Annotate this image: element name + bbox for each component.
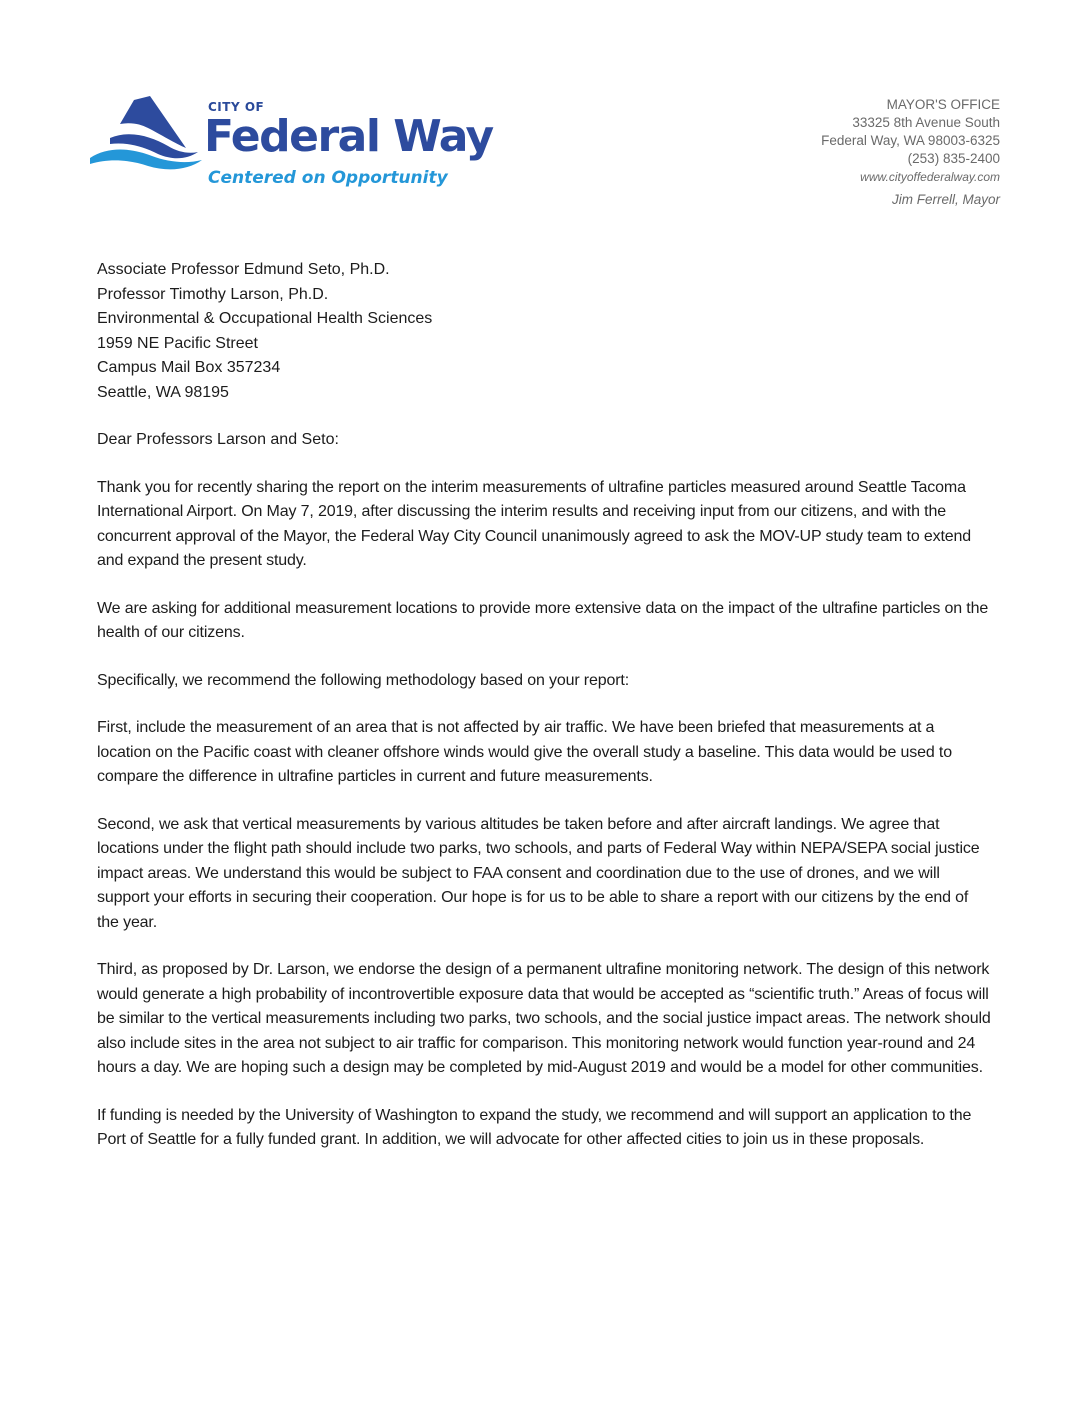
wave-mountain-logo-icon (90, 94, 210, 174)
recipient-address (97, 258, 992, 405)
paragraph-third: Third, as proposed by Dr. Larson, we endorse the design of a permanent ultrafine monitoring network. The design of this network would generate a high probability of incontrovertible exposure data that would be accepted as “scientific truth.” Areas of focus will be similar to the vertical measurements including two parks, two schools, and the social justice impact areas. The network should also include sites in the area not subject to air traffic for comparison. This monitoring network would function year-round and 24 hours a day. We are hoping such a design may be completed by mid-August 2019 and would be a model for other communities. (97, 961, 991, 1076)
paragraph-funding: If funding is needed by the University of Washington to expand the study, we recommend and will support an application to the Port of Seattle for a fully funded grant. In addition, we will advocate for other affected cities to join us in these proposals. (97, 1106, 972, 1148)
office-website: www.cityoffederalway.com (860, 170, 1000, 184)
letter-body (97, 258, 992, 1153)
recipient-line: Campus Mail Box 357234 (97, 359, 281, 376)
recipient-line: 1959 NE Pacific Street (97, 334, 258, 352)
paragraph-first: First, include the measurement of an area that is not affected by air traffic. We have been briefed that measurements at a location on the Pacific coast with cleaner offshore winds would give the overall study a baseline. This data would be used to compare the difference in ultrafine particles in current and future measurements. (97, 719, 952, 785)
city-logo (90, 92, 510, 202)
letterhead (0, 0, 1088, 230)
office-city-state-zip: Federal Way, WA 98003-6325 (821, 133, 1000, 148)
office-street: 33325 8th Avenue South (852, 115, 1000, 130)
office-phone: (253) 835-2400 (907, 151, 1000, 166)
paragraph-intro: Thank you for recently sharing the report on the interim measurements of ultrafine particles measured around Seattle Tacoma International Airport. On May 7, 2019, after discussing the interim results and receiving input from our citizens, and with the concurrent approval of the Mayor, the Federal Way City Council unanimously agreed to ask the MOV-UP study team to extend and expand the present study. (97, 478, 972, 569)
recipient-line: Seattle, WA 98195 (97, 383, 229, 401)
recipient-line: Environmental & Occupational Health Sciences (97, 310, 433, 327)
paragraph-request: We are asking for additional measurement locations to provide more extensive data on the impact of the ultrafine particles on the health of our citizens. (97, 599, 989, 641)
paragraph-second: Second, we ask that vertical measurements by various altitudes be taken before and after aircraft landings. We agree that locations under the flight path should include two parks, two schools, and parts of Federal Way within NEPA/SEPA social justice impact areas. We understand this would be subject to FAA consent and coordination due to the use of drones, and we will support your efforts in securing their cooperation. Our hope is for us to be able to share a report with our citizens by the end of the year. (97, 815, 980, 931)
mayors-office-address (821, 96, 1000, 209)
logo-city-of: CITY OF (208, 100, 265, 114)
office-title: MAYOR'S OFFICE (886, 97, 1000, 112)
logo-tagline: Centered on Opportunity (208, 168, 448, 188)
recipient-line: Associate Professor Edmund Seto, Ph.D. (97, 261, 390, 278)
logo-city-name: Federal Way (204, 111, 493, 162)
recipient-line: Professor Timothy Larson, Ph.D. (97, 285, 329, 303)
salutation: Dear Professors Larson and Seto: (97, 431, 339, 448)
paragraph-methodology-intro: Specifically, we recommend the following methodology based on your report: (97, 671, 630, 689)
office-mayor: Jim Ferrell, Mayor (891, 192, 1000, 207)
